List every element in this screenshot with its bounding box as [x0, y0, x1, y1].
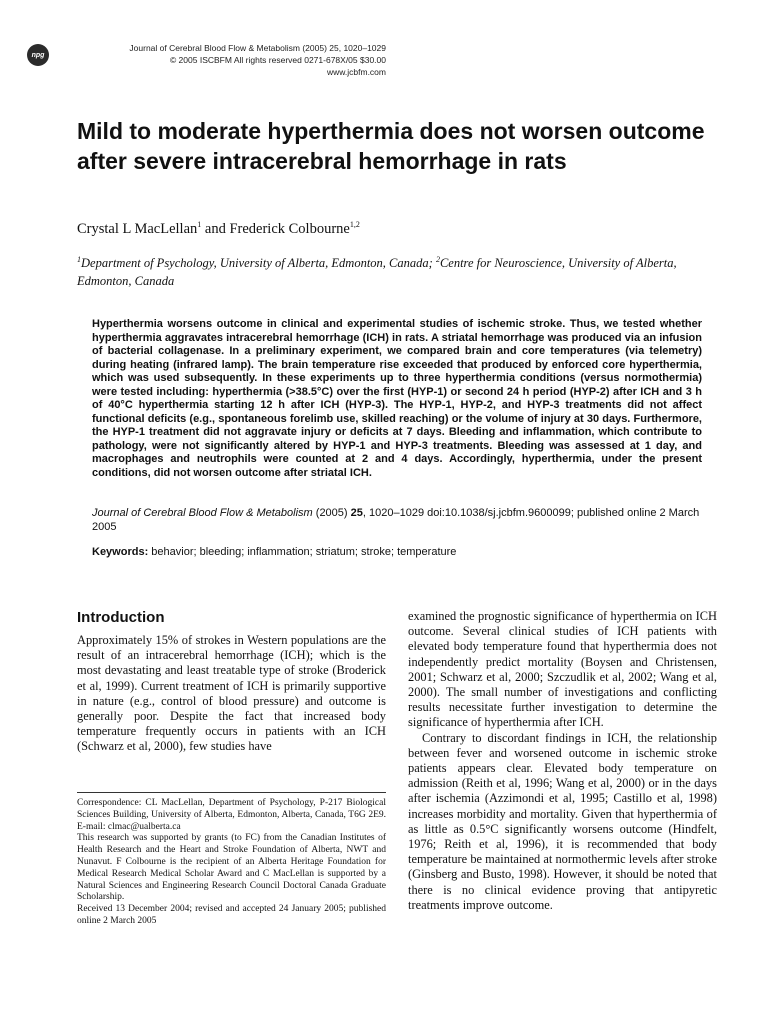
abstract: Hyperthermia worsens outcome in clinical and experimental studies of ischemic stroke. Thus, we tested whether hyperthermia aggravates intracerebral hemorrhage (ICH) in rats. A striatal hemorrhage was produced via an infusion of bacterial collagenase. In a preliminary experiment, we compared brain and core temperatures (via telemetry) during heating (infrared lamp). The brain temperature rise exceeded that produced by enforced core hyperthermia, which was used subsequently. In these experiments up to three hyperthermia conditions (versus normothermia) were tested including: hyperthermia (>38.5°C) over the first (HYP-1) or second 24 h period (HYP-2) after ICH and 3 h of 40°C hyperthermia starting 12 h after ICH (HYP-3). The HYP-1, HYP-2, and HYP-3 treatments did not affect functional deficits (e.g., spontaneous forelimb use, skilled reaching) or the volume of injury at 30 days. Furthermore, the HYP-1 treatment did not aggravate injury or deficits at 7 days. Bleeding and inflammation, which contribute to pathology, were not significantly altered by HYP-1 and HYP-3 treatments. Bleeding was assessed at 1 day, and macrophages and neutrophils were counted at 2 and 4 days. Accordingly, hyperthermia, under the present conditions, did not worsen outcome after striatal ICH.: [92, 318, 702, 479]
journal-header: [60, 42, 386, 78]
author-affiliation-mark: 1: [197, 220, 202, 229]
author-connector: and: [201, 220, 230, 237]
npg-logo-text: npg: [31, 51, 45, 59]
citation-details: , 1020–1029 doi:10.1038/sj.jcbfm.9600099; published online 2 March 2005: [92, 507, 700, 533]
article-title: Mild to moderate hyperthermia does not worsen outcome after severe intracerebral hemorrhage in rats: [77, 118, 705, 174]
affiliation-mark: 2: [435, 255, 440, 264]
author-affiliation-mark: 1,2: [349, 220, 360, 229]
column-right: [408, 609, 717, 913]
keywords-label: Keywords:: [92, 546, 149, 558]
paragraph: Contrary to discordant findings in ICH, the relationship between fever and worsened outcome in ischemic stroke patients appears clear. Elevated body temperature on admission (Reith et al, 1996; Wang et al, 2000) or in the days after ischemia (Azzimondi et al, 1995; Castillo et al, 1998) increases morbidity and mortality. Given that hyperthermia of as little as 0.5°C significantly worsens outcome (Hindfelt, 1976; Reith et al, 1996), it is recommended that body temperature be maintained at normothermic levels after stroke (Ginsberg and Busto, 1998). However, it should be noted that there is no clinical evidence proving that antipyretic treatments improve outcome.: [408, 730, 717, 912]
journal-url: www.jcbfm.com: [326, 67, 386, 77]
citation: [92, 507, 704, 534]
funding-note: This research was supported by grants (to FC) from the Canadian Institutes of Health Research and the Heart and Stroke Foundation of Alberta, NWT and Nunavut. F Colbourne is the recipient of an Alberta Heritage Foundation for Medical Research Medical Scholar Award and C MacLellan is supported by a Natural Sciences and Engineering Research Council Doctoral Canada Graduate Scholarship.: [77, 833, 386, 903]
correspondence-note: Correspondence: CL MacLellan, Department of Psychology, P-217 Biological Sciences Building, University of Alberta, Edmonton, Alberta, Canada, T6G 2E9. E-mail: clmac@ualberta.ca: [77, 798, 386, 832]
copyright-line: © 2005 ISCBFM All rights reserved 0271-678X/05 $30.00: [169, 55, 386, 65]
keywords-text: behavior; bleeding; inflammation; striatum; stroke; temperature: [148, 546, 457, 558]
paragraph: examined the prognostic significance of hyperthermia on ICH outcome. Several clinical studies of ICH patients with elevated body temperature found that hyperthermia does not independently predict mortality (Boysen and Christensen, 2001; Schwarz et al, 2000; Szczudlik et al, 2002; Wang et al, 2000). The small number of investigations and conflicting results necessitate further investigation to determine the significance of hyperthermia after ICH.: [408, 609, 717, 730]
paragraph: Approximately 15% of strokes in Western populations are the result of an intracerebral hemorrhage (ICH); which is the most devastating and least treatable type of stroke (Broderick et al, 1999). Current treatment of ICH is primarily supportive in nature (e.g., control of blood pressure) and outcome is generally poor. Despite the fact that increased body temperature frequently occurs in patients with an ICH (Schwarz et al, 2000), few studies have: [77, 633, 386, 754]
journal-citation-line: Journal of Cerebral Blood Flow & Metabolism (2005) 25, 1020–1029: [129, 43, 386, 53]
affiliation-text: Centre for Neuroscience, University of Alberta, Edmonton, Canada: [77, 256, 677, 289]
citation-journal: Journal of Cerebral Blood Flow & Metabolism: [92, 507, 313, 519]
citation-volume: 25: [350, 507, 363, 519]
npg-logo: [27, 44, 49, 66]
keywords: [92, 546, 704, 558]
author-list: [77, 220, 360, 238]
column-left: [77, 633, 386, 755]
footnotes: [77, 798, 386, 928]
author-name: Frederick Colbourne: [229, 220, 350, 237]
affiliation-text: Department of Psychology, University of Alberta, Edmonton, Canada;: [81, 256, 436, 271]
citation-year: (2005): [312, 507, 351, 519]
section-heading-introduction: Introduction: [77, 609, 165, 626]
affiliation-mark: 1: [77, 255, 81, 264]
footnote-divider: [77, 792, 386, 793]
author-name: Crystal L MacLellan: [77, 220, 198, 237]
affiliations: [77, 251, 722, 290]
received-note: Received 13 December 2004; revised and accepted 24 January 2005; published online 2 March 2005: [77, 904, 386, 926]
